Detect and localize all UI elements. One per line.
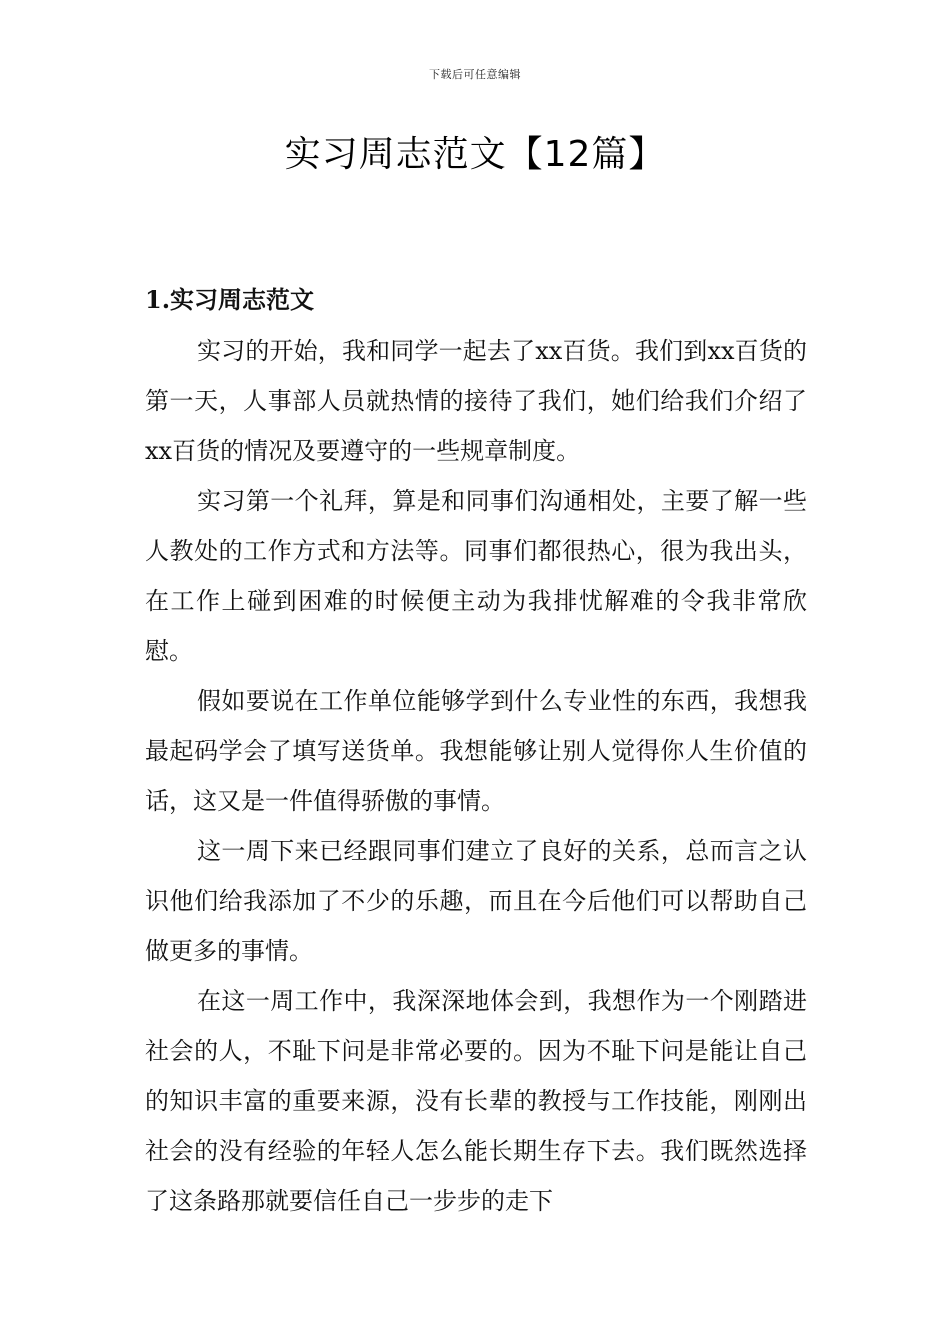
paragraph: 实习第一个礼拜，算是和同事们沟通相处，主要了解一些人教处的工作方式和方法等。同事们都很热心，很为我出头，在工作上碰到困难的时候便主动为我排忧解难的令我非常欣慰。 bbox=[145, 487, 807, 665]
body-text bbox=[145, 326, 807, 1226]
document-title: 实习周志范文【12篇】 bbox=[284, 134, 666, 175]
paragraph: 这一周下来已经跟同事们建立了良好的关系，总而言之认识他们给我添加了不少的乐趣，而且在今后他们可以帮助自己做更多的事情。 bbox=[145, 837, 807, 965]
header-note: 下载后可任意编辑 bbox=[429, 68, 521, 81]
paragraph: 假如要说在工作单位能够学到什么专业性的东西，我想我最起码学会了填写送货单。我想能够让别人觉得你人生价值的话，这又是一件值得骄傲的事情。 bbox=[145, 687, 807, 815]
section-heading: 1.实习周志范文 bbox=[145, 285, 315, 314]
paragraph: 实习的开始，我和同学一起去了xx百货。我们到xx百货的第一天，人事部人员就热情的接待了我们，她们给我们介绍了xx百货的情况及要遵守的一些规章制度。 bbox=[145, 337, 807, 465]
paragraph: 在这一周工作中，我深深地体会到，我想作为一个刚踏进社会的人，不耻下问是非常必要的。因为不耻下问是能让自己的知识丰富的重要来源，没有长辈的教授与工作技能，刚刚出社会的没有经验的年轻人怎么能长期生存下去。我们既然选择了这条路那就要信任自己一步步的走下 bbox=[145, 987, 807, 1215]
